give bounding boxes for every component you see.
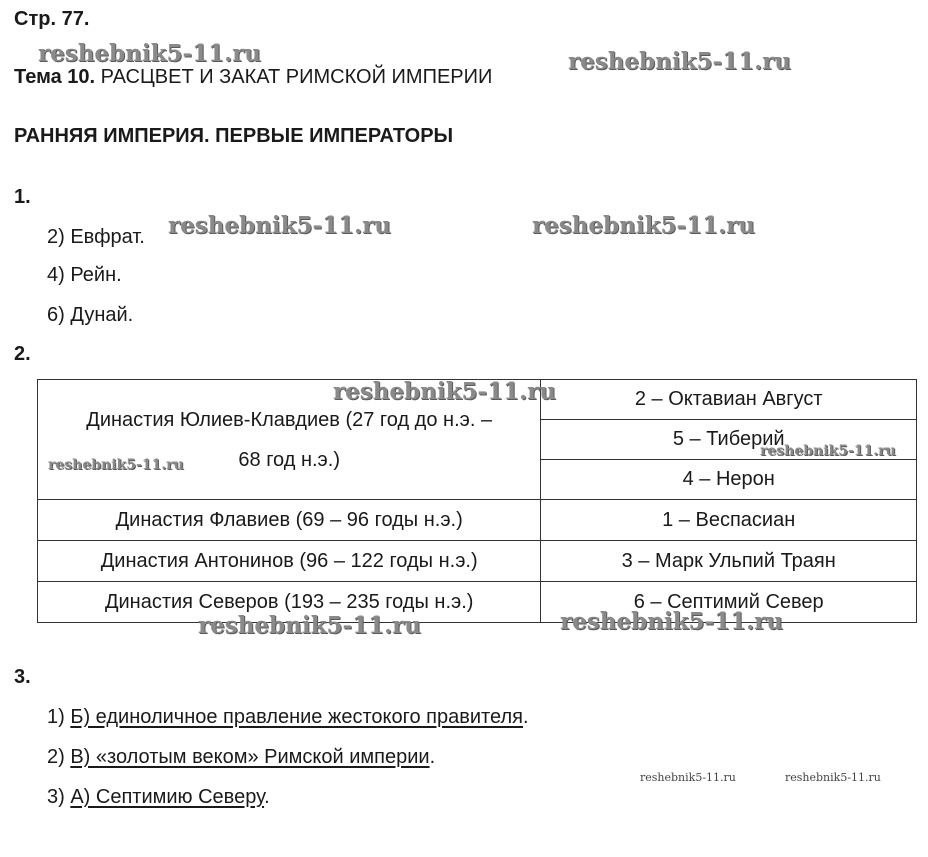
dynasty-line: Династия Юлиев-Клавдиев (27 год до н.э. – bbox=[86, 408, 493, 431]
emperor-cell: 1 – Веспасиан bbox=[541, 500, 917, 541]
task1-answer: 4) Рейн. bbox=[47, 264, 122, 286]
topic-heading bbox=[14, 66, 492, 89]
emperor-cell: 5 – Тиберий bbox=[541, 420, 917, 460]
watermark: reshebnik5-11.ru bbox=[198, 612, 421, 639]
emperor-cell: 6 – Септимий Север bbox=[541, 582, 917, 623]
emperor-cell: 2 – Октавиан Август bbox=[541, 380, 917, 420]
task1-answer: 2) Евфрат. bbox=[47, 226, 145, 248]
answer-prefix: 3) bbox=[47, 786, 71, 808]
topic-title: РАСЦВЕТ И ЗАКАТ РИМСКОЙ ИМПЕРИИ bbox=[100, 66, 493, 88]
watermark: reshebnik5-11.ru bbox=[568, 48, 791, 75]
watermark: reshebnik5-11.ru bbox=[640, 771, 736, 784]
task1-answer: 6) Дунай. bbox=[47, 304, 134, 326]
dynasty-line: 68 год н.э.) bbox=[238, 448, 340, 471]
table-row bbox=[38, 541, 917, 582]
dynasty-cell: Династия Северов (193 – 235 годы н.э.) bbox=[38, 582, 541, 623]
answer-suffix: . bbox=[264, 786, 270, 808]
emperor-cell: 4 – Нерон bbox=[541, 460, 917, 500]
watermark: reshebnik5-11.ru bbox=[333, 378, 556, 405]
watermark: reshebnik5-11.ru bbox=[785, 771, 881, 784]
answer-prefix: 1) bbox=[47, 706, 71, 728]
section-title: РАННЯЯ ИМПЕРИЯ. ПЕРВЫЕ ИМПЕРАТОРЫ bbox=[14, 125, 454, 147]
watermark: reshebnik5-11.ru bbox=[48, 457, 184, 473]
task3-number: 3. bbox=[14, 666, 31, 688]
watermark: reshebnik5-11.ru bbox=[760, 443, 896, 459]
task3-answer bbox=[47, 706, 529, 729]
answer-suffix: . bbox=[522, 706, 529, 728]
task3-answer bbox=[47, 786, 270, 809]
emperor-cell: 3 – Марк Ульпий Траян bbox=[541, 541, 917, 582]
table-row bbox=[38, 500, 917, 541]
dynasty-cell: Династия Антонинов (96 – 122 годы н.э.) bbox=[38, 541, 541, 582]
watermark: reshebnik5-11.ru bbox=[168, 212, 391, 239]
page-number: Стр. 77. bbox=[14, 8, 90, 30]
answer-choice: А) Септимию Северу bbox=[70, 786, 265, 808]
dynasty-cell: Династия Флавиев (69 – 96 годы н.э.) bbox=[38, 500, 541, 541]
table-row bbox=[38, 582, 917, 623]
answer-prefix: 2) bbox=[47, 746, 71, 768]
answer-suffix: . bbox=[429, 746, 436, 768]
topic-prefix: Тема 10. bbox=[14, 66, 96, 88]
answer-choice: В) «золотым веком» Римской империи bbox=[70, 746, 430, 768]
watermark: reshebnik5-11.ru bbox=[38, 40, 261, 67]
task1-number: 1. bbox=[14, 186, 31, 208]
watermark: reshebnik5-11.ru bbox=[532, 212, 755, 239]
task3-answer bbox=[47, 746, 435, 769]
dynasty-table bbox=[37, 379, 917, 623]
watermark: reshebnik5-11.ru bbox=[560, 608, 783, 635]
answer-choice: Б) единоличное правление жестокого правителя bbox=[70, 706, 523, 728]
task2-number: 2. bbox=[14, 343, 31, 365]
